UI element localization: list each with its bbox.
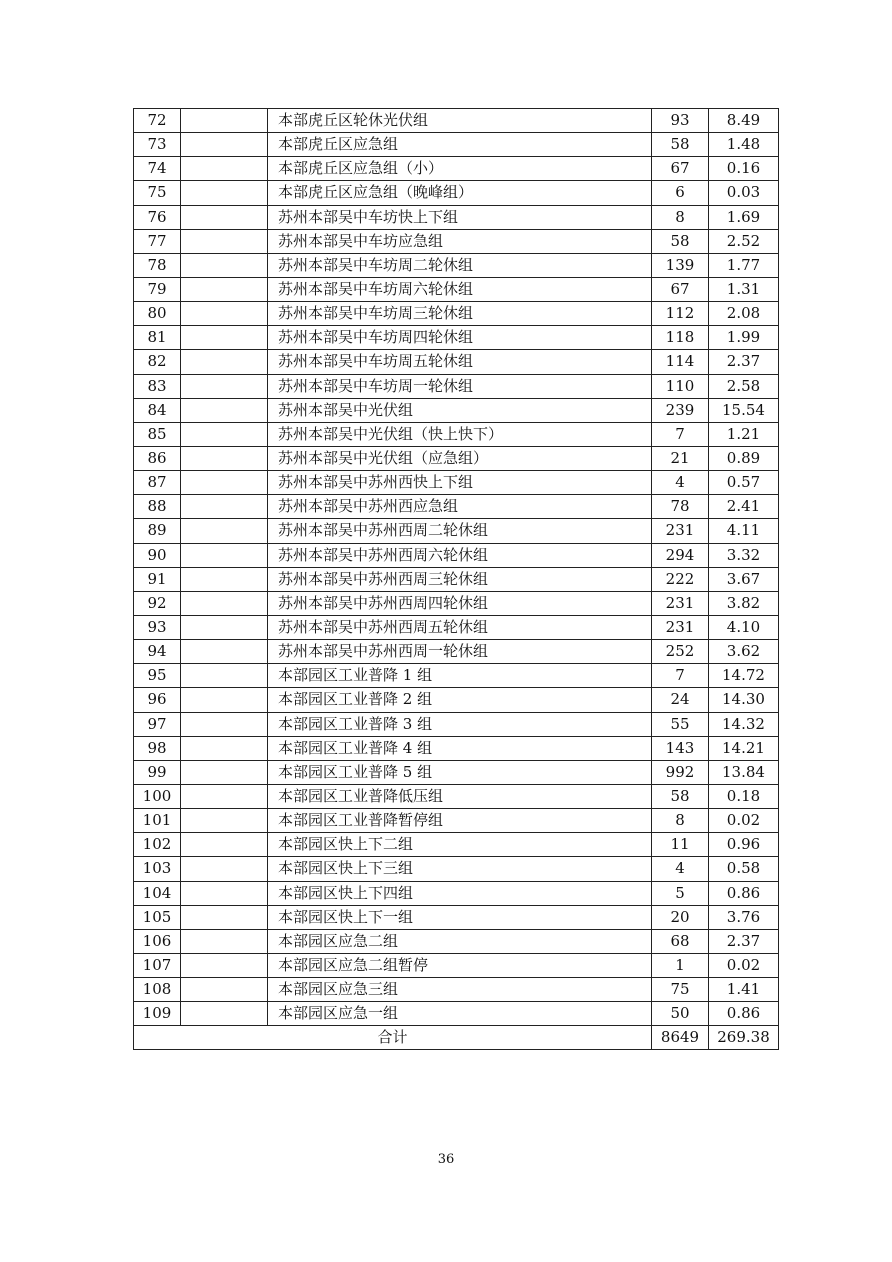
row-name: 苏州本部吴中车坊周四轮休组: [268, 326, 652, 350]
row-blank-cell: [181, 760, 268, 784]
row-value: 3.67: [709, 567, 779, 591]
table-row: [134, 277, 779, 301]
row-blank-cell: [181, 495, 268, 519]
row-number: 91: [134, 567, 181, 591]
row-blank-cell: [181, 326, 268, 350]
row-number: 88: [134, 495, 181, 519]
row-blank-cell: [181, 350, 268, 374]
row-value: 1.69: [709, 205, 779, 229]
table-row: [134, 302, 779, 326]
row-count: 58: [652, 133, 709, 157]
table-row: [134, 253, 779, 277]
row-name: 本部园区工业普降 3 组: [268, 712, 652, 736]
row-count: 4: [652, 471, 709, 495]
row-blank-cell: [181, 471, 268, 495]
data-table: [133, 108, 779, 1050]
table-body: [134, 109, 779, 1026]
total-count: 8649: [652, 1026, 709, 1050]
row-blank-cell: [181, 809, 268, 833]
table-row: [134, 857, 779, 881]
table-row: [134, 471, 779, 495]
row-name: 本部园区工业普降低压组: [268, 784, 652, 808]
row-blank-cell: [181, 640, 268, 664]
row-blank-cell: [181, 712, 268, 736]
row-count: 7: [652, 664, 709, 688]
row-count: 24: [652, 688, 709, 712]
row-name: 苏州本部吴中光伏组（应急组）: [268, 446, 652, 470]
row-blank-cell: [181, 857, 268, 881]
row-value: 8.49: [709, 109, 779, 133]
row-count: 4: [652, 857, 709, 881]
row-number: 80: [134, 302, 181, 326]
row-value: 1.99: [709, 326, 779, 350]
row-value: 2.58: [709, 374, 779, 398]
row-value: 0.96: [709, 833, 779, 857]
row-value: 4.11: [709, 519, 779, 543]
row-blank-cell: [181, 253, 268, 277]
row-number: 103: [134, 857, 181, 881]
row-count: 8: [652, 809, 709, 833]
table-row: [134, 374, 779, 398]
row-count: 143: [652, 736, 709, 760]
row-blank-cell: [181, 109, 268, 133]
row-count: 231: [652, 615, 709, 639]
row-number: 86: [134, 446, 181, 470]
row-name: 本部园区工业普降 4 组: [268, 736, 652, 760]
row-number: 94: [134, 640, 181, 664]
row-count: 110: [652, 374, 709, 398]
row-name: 本部虎丘区应急组: [268, 133, 652, 157]
row-count: 252: [652, 640, 709, 664]
row-value: 14.72: [709, 664, 779, 688]
row-name: 苏州本部吴中苏州西周五轮休组: [268, 615, 652, 639]
table-row: [134, 833, 779, 857]
row-value: 13.84: [709, 760, 779, 784]
row-name: 本部虎丘区轮休光伏组: [268, 109, 652, 133]
row-count: 231: [652, 591, 709, 615]
row-blank-cell: [181, 736, 268, 760]
row-count: 222: [652, 567, 709, 591]
row-value: 0.03: [709, 181, 779, 205]
row-number: 108: [134, 978, 181, 1002]
row-name: 苏州本部吴中苏州西周三轮休组: [268, 567, 652, 591]
row-name: 苏州本部吴中光伏组: [268, 398, 652, 422]
row-value: 14.21: [709, 736, 779, 760]
row-value: 1.41: [709, 978, 779, 1002]
table-row: [134, 350, 779, 374]
row-value: 0.86: [709, 881, 779, 905]
row-number: 76: [134, 205, 181, 229]
row-blank-cell: [181, 133, 268, 157]
row-number: 101: [134, 809, 181, 833]
row-blank-cell: [181, 567, 268, 591]
row-number: 82: [134, 350, 181, 374]
row-count: 21: [652, 446, 709, 470]
row-number: 72: [134, 109, 181, 133]
row-name: 本部园区应急二组暂停: [268, 953, 652, 977]
row-blank-cell: [181, 664, 268, 688]
row-number: 106: [134, 929, 181, 953]
table-row: [134, 495, 779, 519]
row-count: 68: [652, 929, 709, 953]
row-name: 本部园区快上下一组: [268, 905, 652, 929]
row-name: 本部园区工业普降 5 组: [268, 760, 652, 784]
row-name: 苏州本部吴中苏州西周一轮休组: [268, 640, 652, 664]
row-name: 本部园区应急三组: [268, 978, 652, 1002]
table-row: [134, 929, 779, 953]
row-number: 77: [134, 229, 181, 253]
row-name: 苏州本部吴中苏州西周六轮休组: [268, 543, 652, 567]
row-name: 苏州本部吴中车坊周一轮休组: [268, 374, 652, 398]
row-value: 2.41: [709, 495, 779, 519]
row-value: 0.58: [709, 857, 779, 881]
table-row: [134, 422, 779, 446]
table-row: [134, 109, 779, 133]
table-row: [134, 205, 779, 229]
row-value: 2.52: [709, 229, 779, 253]
row-count: 58: [652, 784, 709, 808]
table-row: [134, 326, 779, 350]
row-count: 20: [652, 905, 709, 929]
table-row: [134, 181, 779, 205]
table-row: [134, 736, 779, 760]
table-row: [134, 905, 779, 929]
row-count: 294: [652, 543, 709, 567]
row-name: 苏州本部吴中车坊周三轮休组: [268, 302, 652, 326]
row-name: 本部园区工业普降 1 组: [268, 664, 652, 688]
row-blank-cell: [181, 953, 268, 977]
row-number: 96: [134, 688, 181, 712]
row-value: 0.89: [709, 446, 779, 470]
table-row: [134, 591, 779, 615]
row-count: 118: [652, 326, 709, 350]
row-name: 本部园区快上下二组: [268, 833, 652, 857]
row-number: 102: [134, 833, 181, 857]
row-blank-cell: [181, 543, 268, 567]
row-count: 78: [652, 495, 709, 519]
row-blank-cell: [181, 833, 268, 857]
table-row: [134, 712, 779, 736]
row-count: 239: [652, 398, 709, 422]
row-count: 50: [652, 1002, 709, 1026]
row-name: 本部园区工业普降暂停组: [268, 809, 652, 833]
row-number: 104: [134, 881, 181, 905]
row-value: 14.30: [709, 688, 779, 712]
row-number: 74: [134, 157, 181, 181]
row-number: 99: [134, 760, 181, 784]
row-count: 8: [652, 205, 709, 229]
row-blank-cell: [181, 881, 268, 905]
row-name: 苏州本部吴中苏州西周四轮休组: [268, 591, 652, 615]
table-row: [134, 664, 779, 688]
row-name: 苏州本部吴中苏州西快上下组: [268, 471, 652, 495]
row-value: 3.62: [709, 640, 779, 664]
row-blank-cell: [181, 446, 268, 470]
row-value: 0.02: [709, 809, 779, 833]
row-blank-cell: [181, 591, 268, 615]
row-blank-cell: [181, 422, 268, 446]
row-blank-cell: [181, 181, 268, 205]
row-number: 100: [134, 784, 181, 808]
row-value: 14.32: [709, 712, 779, 736]
table-row: [134, 953, 779, 977]
total-value: 269.38: [709, 1026, 779, 1050]
row-number: 73: [134, 133, 181, 157]
row-count: 7: [652, 422, 709, 446]
row-value: 15.54: [709, 398, 779, 422]
row-blank-cell: [181, 978, 268, 1002]
row-count: 231: [652, 519, 709, 543]
row-name: 本部虎丘区应急组（晚峰组）: [268, 181, 652, 205]
row-number: 109: [134, 1002, 181, 1026]
row-number: 87: [134, 471, 181, 495]
row-count: 139: [652, 253, 709, 277]
row-value: 3.32: [709, 543, 779, 567]
row-number: 107: [134, 953, 181, 977]
table-row: [134, 978, 779, 1002]
table-row: [134, 615, 779, 639]
row-name: 苏州本部吴中车坊快上下组: [268, 205, 652, 229]
row-value: 2.37: [709, 929, 779, 953]
row-blank-cell: [181, 398, 268, 422]
row-number: 81: [134, 326, 181, 350]
row-number: 89: [134, 519, 181, 543]
row-name: 苏州本部吴中光伏组（快上快下）: [268, 422, 652, 446]
row-blank-cell: [181, 615, 268, 639]
row-number: 84: [134, 398, 181, 422]
row-blank-cell: [181, 229, 268, 253]
row-name: 本部园区工业普降 2 组: [268, 688, 652, 712]
row-value: 2.37: [709, 350, 779, 374]
row-blank-cell: [181, 905, 268, 929]
row-name: 苏州本部吴中车坊周二轮休组: [268, 253, 652, 277]
table-row: [134, 760, 779, 784]
table-row: [134, 543, 779, 567]
row-number: 79: [134, 277, 181, 301]
row-value: 3.82: [709, 591, 779, 615]
row-value: 4.10: [709, 615, 779, 639]
table-row: [134, 133, 779, 157]
row-name: 本部园区应急二组: [268, 929, 652, 953]
row-value: 0.02: [709, 953, 779, 977]
row-count: 55: [652, 712, 709, 736]
row-number: 95: [134, 664, 181, 688]
table-row: [134, 398, 779, 422]
row-blank-cell: [181, 374, 268, 398]
total-row: [134, 1026, 779, 1050]
row-number: 97: [134, 712, 181, 736]
table-row: [134, 446, 779, 470]
row-count: 992: [652, 760, 709, 784]
row-name: 本部园区快上下三组: [268, 857, 652, 881]
row-blank-cell: [181, 688, 268, 712]
page-number: 36: [437, 1152, 455, 1167]
table-row: [134, 784, 779, 808]
row-count: 1: [652, 953, 709, 977]
row-count: 58: [652, 229, 709, 253]
row-name: 苏州本部吴中车坊周六轮休组: [268, 277, 652, 301]
row-number: 90: [134, 543, 181, 567]
row-number: 83: [134, 374, 181, 398]
row-count: 6: [652, 181, 709, 205]
row-number: 105: [134, 905, 181, 929]
row-count: 114: [652, 350, 709, 374]
total-label: 合计: [134, 1026, 652, 1050]
row-number: 75: [134, 181, 181, 205]
row-name: 本部园区快上下四组: [268, 881, 652, 905]
row-name: 苏州本部吴中车坊周五轮休组: [268, 350, 652, 374]
table-row: [134, 881, 779, 905]
row-count: 67: [652, 157, 709, 181]
table-row: [134, 567, 779, 591]
row-blank-cell: [181, 157, 268, 181]
row-value: 0.18: [709, 784, 779, 808]
table-row: [134, 1002, 779, 1026]
row-blank-cell: [181, 1002, 268, 1026]
row-number: 85: [134, 422, 181, 446]
table-row: [134, 157, 779, 181]
table-row: [134, 809, 779, 833]
row-name: 苏州本部吴中车坊应急组: [268, 229, 652, 253]
table-row: [134, 688, 779, 712]
row-count: 93: [652, 109, 709, 133]
row-name: 本部虎丘区应急组（小）: [268, 157, 652, 181]
row-blank-cell: [181, 277, 268, 301]
row-value: 0.16: [709, 157, 779, 181]
row-blank-cell: [181, 929, 268, 953]
row-number: 93: [134, 615, 181, 639]
row-value: 1.31: [709, 277, 779, 301]
table-row: [134, 640, 779, 664]
row-name: 本部园区应急一组: [268, 1002, 652, 1026]
row-blank-cell: [181, 519, 268, 543]
row-count: 112: [652, 302, 709, 326]
row-name: 苏州本部吴中苏州西应急组: [268, 495, 652, 519]
row-count: 75: [652, 978, 709, 1002]
row-blank-cell: [181, 784, 268, 808]
row-count: 67: [652, 277, 709, 301]
row-number: 78: [134, 253, 181, 277]
row-name: 苏州本部吴中苏州西周二轮休组: [268, 519, 652, 543]
row-number: 92: [134, 591, 181, 615]
row-number: 98: [134, 736, 181, 760]
row-value: 1.77: [709, 253, 779, 277]
row-count: 5: [652, 881, 709, 905]
table-row: [134, 519, 779, 543]
row-value: 0.86: [709, 1002, 779, 1026]
row-blank-cell: [181, 205, 268, 229]
row-value: 1.21: [709, 422, 779, 446]
table-row: [134, 229, 779, 253]
row-value: 3.76: [709, 905, 779, 929]
row-blank-cell: [181, 302, 268, 326]
row-value: 1.48: [709, 133, 779, 157]
row-value: 2.08: [709, 302, 779, 326]
row-value: 0.57: [709, 471, 779, 495]
row-count: 11: [652, 833, 709, 857]
